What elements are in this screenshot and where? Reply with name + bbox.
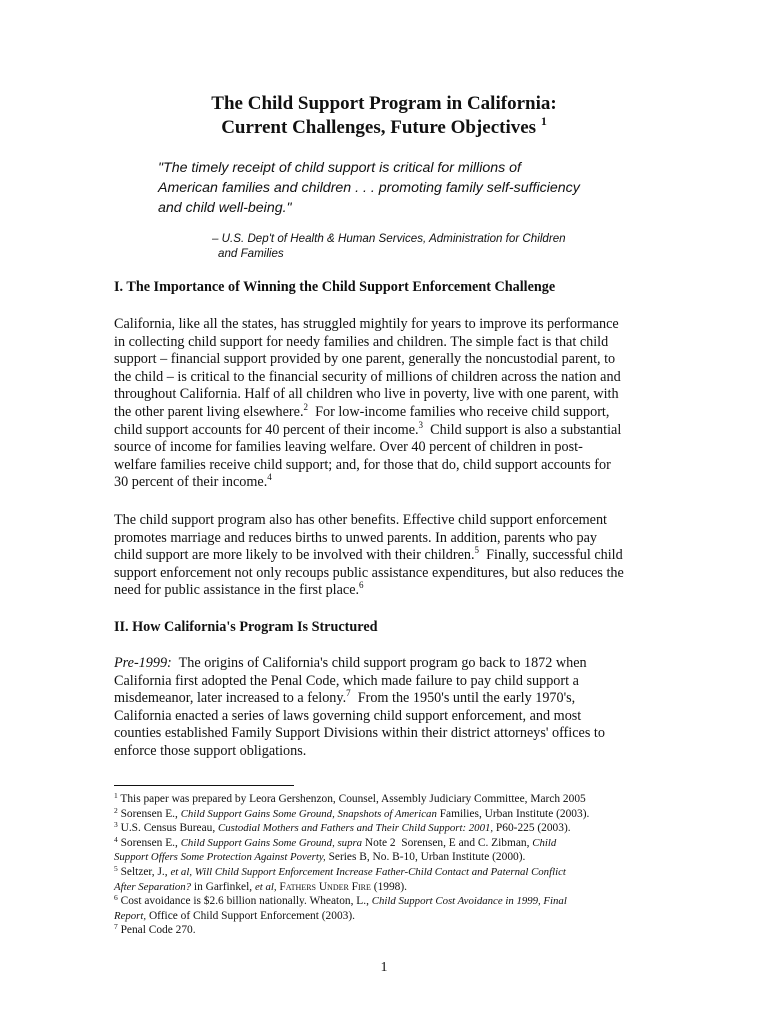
- citation-title: Child Support Cost Avoidance in 1999, Final: [371, 895, 567, 908]
- quote-line: and child well-being.": [158, 200, 292, 216]
- footnote-5-continued: [114, 880, 674, 895]
- text-line: support – financial support provided by one parent, generally the noncustodial parent, to: [114, 351, 616, 368]
- citation-title: et al, Will Child Support Enforcement Increase Father-Child Contact and Paternal Conflict: [170, 865, 566, 878]
- text-run: misdemeanor, later increased to a felony.: [114, 690, 347, 707]
- text-run: the other parent living elsewhere.: [114, 403, 304, 420]
- footnote-ref-7[interactable]: 7: [346, 688, 351, 699]
- text-run: child support are more likely to be involved with their children.: [114, 547, 475, 564]
- page-number: 1: [380, 960, 388, 975]
- title-footnote-marker[interactable]: 1: [540, 114, 547, 128]
- text-line: the child – is critical to the financial security of millions of children across the nation and: [114, 368, 621, 385]
- footnote-number: 6: [114, 893, 118, 903]
- footnote-text: Cost avoidance is $2.6 billion nationally. Wheaton, L.,: [117, 895, 372, 908]
- citation-title: Child Support Gains Some Ground, supra: [180, 836, 363, 849]
- footnote-ref-5[interactable]: 5: [474, 545, 480, 556]
- text-line: California, like all the states, has struggled mightily for years to improve its performance: [114, 316, 619, 332]
- text-line: counties established Family Support Divisions within their district attorneys' offices to: [114, 725, 605, 742]
- footnote-text: Office of Child Support Enforcement (2003).: [146, 909, 355, 922]
- footnote-text: Sorensen E.,: [117, 836, 181, 849]
- text-line: California enacted a series of laws governing child support enforcement, and most: [114, 707, 582, 724]
- footnote-number: 7: [114, 922, 118, 932]
- text-run: need for public assistance in the first place.: [114, 582, 360, 599]
- footnote-ref-2[interactable]: 2: [303, 401, 308, 412]
- text-line: [114, 547, 662, 565]
- footnote-number: 4: [114, 834, 118, 844]
- text-line: [114, 690, 662, 708]
- section-1-paragraph-2: [114, 512, 662, 600]
- footnote-text: Seltzer, J.,: [117, 865, 171, 878]
- text-line: [114, 401, 662, 422]
- footnote-number: 1: [114, 791, 118, 800]
- title-line-2-text: Current Challenges, Future Objectives: [221, 117, 537, 138]
- footnote-text: Series B, No. B-10, Urban Institute (2000).: [325, 851, 526, 864]
- epigraph-quote: [158, 158, 628, 218]
- footnote-text: in Garfinkel,: [191, 880, 255, 893]
- text-line: [114, 582, 662, 600]
- attribution-line: and Families: [218, 247, 284, 260]
- text-run: From the 1950's until the early 1970's,: [350, 690, 576, 707]
- epigraph-attribution: [212, 231, 632, 261]
- text-run: child support accounts for 40 percent of their income.: [114, 421, 419, 438]
- footnote-number: 3: [114, 820, 118, 830]
- document-title: [0, 92, 768, 140]
- footnote-6: [114, 894, 674, 909]
- quote-line: American families and children . . . promoting family self-sufficiency: [158, 180, 580, 196]
- text-line: promotes marriage and reduces births to unwed parents. In addition, parents who pay: [114, 529, 598, 546]
- footnote-1: [114, 792, 674, 807]
- citation-title: Child: [532, 836, 557, 849]
- text-line: welfare families receive child support; and, for those that do, child support accounts for: [114, 456, 611, 473]
- text-line: [114, 655, 662, 673]
- footnote-number: 5: [114, 863, 118, 873]
- text-line: The child support program also has other benefits. Effective child support enforcement: [114, 512, 607, 528]
- section-1-paragraph-1: [114, 316, 662, 492]
- section-2-paragraph-1: [114, 655, 662, 761]
- section-2-heading: II. How California's Program Is Structured: [114, 619, 378, 635]
- footnote-4-continued: [114, 850, 674, 865]
- text-run: 30 percent of their income.: [114, 474, 268, 491]
- citation-title: Custodial Mothers and Fathers and Their Child Support: 2001,: [218, 822, 494, 835]
- footnote-ref-4[interactable]: 4: [267, 472, 272, 483]
- book-title: Fathers Under Fire: [276, 880, 371, 893]
- citation-title: Child Support Gains Some Ground, Snapshots of American: [180, 807, 437, 820]
- citation-title: After Separation?: [114, 880, 192, 893]
- text-line: enforce those support obligations.: [114, 742, 307, 759]
- footnote-text: Note 2 Sorensen, E and C. Zibman,: [362, 836, 533, 849]
- footnote-divider: [114, 785, 294, 786]
- footnote-text: This paper was prepared by Leora Gershenzon, Counsel, Assembly Judiciary Committee, March 2005: [117, 793, 586, 805]
- text-line: [114, 419, 662, 440]
- footnote-5: [114, 865, 674, 880]
- footnote-4: [114, 836, 674, 851]
- footnote-7: [114, 923, 674, 938]
- footnote-text: Penal Code 270.: [117, 924, 196, 937]
- title-line-2: [0, 116, 768, 140]
- citation-author-note: et al,: [254, 880, 277, 893]
- text-line: throughout California. Half of all children who live in poverty, live with one parent, with: [114, 386, 619, 403]
- text-line: [114, 474, 662, 492]
- footnote-text: Sorensen E.,: [117, 807, 181, 820]
- section-1-heading: I. The Importance of Winning the Child Support Enforcement Challenge: [114, 279, 556, 295]
- era-label: Pre-1999:: [114, 655, 172, 671]
- text-line: California first adopted the Penal Code, which made failure to pay child support a: [114, 672, 579, 689]
- footnote-3: [114, 821, 674, 836]
- quote-line: "The timely receipt of child support is critical for millions of: [158, 160, 522, 176]
- title-line-1: The Child Support Program in California:: [211, 93, 557, 114]
- text-run: The origins of California's child support program go back to 1872 when: [171, 655, 587, 671]
- footnote-text: U.S. Census Bureau,: [117, 822, 219, 835]
- text-run: Child support is also a substantial: [423, 421, 622, 438]
- footnote-6-continued: [114, 909, 674, 924]
- footnote-text: P60-225 (2003).: [493, 822, 571, 835]
- text-run: For low-income families who receive child support,: [308, 403, 610, 420]
- citation-title: Report,: [114, 909, 147, 922]
- footnotes: [114, 792, 674, 938]
- text-run: Finally, successful child: [479, 547, 623, 564]
- attribution-line: – U.S. Dep't of Health & Human Services, Administration for Children: [212, 232, 566, 245]
- footnote-number: 2: [114, 805, 118, 815]
- footnote-text: Families, Urban Institute (2003).: [436, 807, 590, 820]
- footnote-ref-3[interactable]: 3: [418, 419, 424, 430]
- citation-title: Support Offers Some Protection Against Poverty,: [114, 851, 326, 864]
- footnote-2: [114, 807, 674, 822]
- text-line: in collecting child support for needy families and children. The simple fact is that child: [114, 333, 609, 350]
- footnote-text: (1998).: [370, 880, 407, 893]
- text-line: source of income for families leaving welfare. Over 40 percent of children in post-: [114, 439, 583, 456]
- text-line: support enforcement not only recoups public assistance expenditures, but also reduces the: [114, 564, 624, 581]
- footnote-ref-6[interactable]: 6: [359, 580, 364, 591]
